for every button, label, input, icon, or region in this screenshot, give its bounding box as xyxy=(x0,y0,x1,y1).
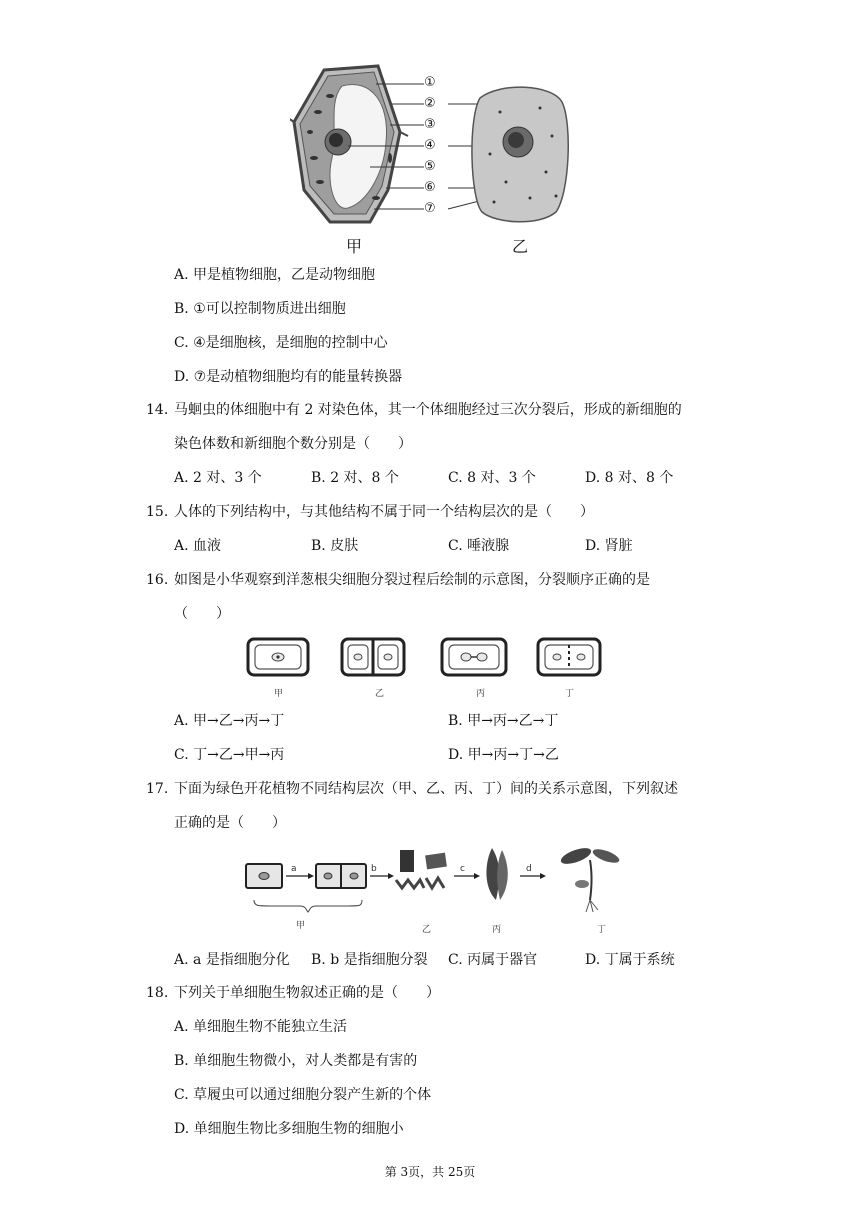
label-2: ② xyxy=(424,96,436,111)
q15-option-a: A. 血液 xyxy=(174,538,222,554)
label-6: ⑥ xyxy=(424,180,436,195)
cell-bing-drawing xyxy=(442,639,506,675)
q16-option-c: C. 丁→乙→甲→丙 xyxy=(174,747,285,763)
plant-cell-drawing xyxy=(290,66,408,222)
q17-arrow-label-b: b xyxy=(371,864,377,874)
q17-option-c: C. 丙属于器官 xyxy=(448,952,538,968)
q17-number: 17. xyxy=(146,781,169,797)
q16-stem-line2: （ ） xyxy=(174,606,230,622)
plant-structure-levels-figure xyxy=(240,842,630,918)
q17-arrow-label-a: a xyxy=(291,864,297,874)
q14-option-d: D. 8 对、8 个 xyxy=(585,470,674,486)
q16-option-d: D. 甲→丙→丁→乙 xyxy=(448,747,559,763)
q17-option-b: B. b 是指细胞分裂 xyxy=(311,952,428,968)
q17-stem-line1: 下面为绿色开花植物不同结构层次（甲、乙、丙、丁）间的关系示意图，下列叙述 xyxy=(174,781,678,797)
q17-option-a: A. a 是指细胞分化 xyxy=(174,952,290,968)
q16-fig-label-yi: 乙 xyxy=(375,689,385,699)
q14-stem-line2: 染色体数和新细胞个数分别是（ ） xyxy=(174,436,412,452)
q13-option-a: A. 甲是植物细胞，乙是动物细胞 xyxy=(174,267,376,283)
q18-stem: 下列关于单细胞生物叙述正确的是（ ） xyxy=(174,985,440,1001)
cell-jia-drawing xyxy=(248,639,308,675)
caption-jia: 甲 xyxy=(346,237,363,256)
q16-fig-label-bing: 丙 xyxy=(476,689,486,699)
label-5: ⑤ xyxy=(424,159,436,174)
q17-arrow-label-c: c xyxy=(460,864,465,874)
q17-fig-label-ding: 丁 xyxy=(597,925,607,935)
cell-yi-drawing xyxy=(342,639,404,675)
label-7: ⑦ xyxy=(424,201,436,216)
q13-option-c: C. ④是细胞核，是细胞的控制中心 xyxy=(174,335,388,351)
cell-ding-drawing xyxy=(538,639,600,675)
q13-option-d: D. ⑦是动植物细胞均有的能量转换器 xyxy=(174,369,403,385)
q18-option-d: D. 单细胞生物比多细胞生物的细胞小 xyxy=(174,1121,404,1137)
q14-option-a: A. 2 对、3 个 xyxy=(174,470,262,486)
q16-fig-label-ding: 丁 xyxy=(565,689,575,699)
onion-root-cell-division-figure xyxy=(244,636,614,682)
q16-option-b: B. 甲→丙→乙→丁 xyxy=(448,713,559,729)
q16-fig-label-jia: 甲 xyxy=(274,689,284,699)
q18-option-a: A. 单细胞生物不能独立生活 xyxy=(174,1019,348,1035)
two-cells-drawing xyxy=(316,864,366,888)
q18-option-b: B. 单细胞生物微小，对人类都是有害的 xyxy=(174,1053,418,1069)
q18-option-c: C. 草履虫可以通过细胞分裂产生新的个体 xyxy=(174,1087,432,1103)
q16-number: 16. xyxy=(146,572,169,588)
q17-option-d: D. 丁属于系统 xyxy=(585,952,675,968)
q13-option-b: B. ①可以控制物质进出细胞 xyxy=(174,301,346,317)
q15-option-d: D. 肾脏 xyxy=(585,538,633,554)
q18-number: 18. xyxy=(146,985,169,1001)
q17-fig-label-yi: 乙 xyxy=(422,925,432,935)
label-1: ① xyxy=(424,75,436,90)
q17-fig-label-jia: 甲 xyxy=(296,921,306,931)
q15-option-b: B. 皮肤 xyxy=(311,538,359,554)
q14-option-b: B. 2 对、8 个 xyxy=(311,470,399,486)
tissues-drawing xyxy=(396,850,447,888)
single-cell-drawing xyxy=(246,864,282,888)
q17-stem-line2: 正确的是（ ） xyxy=(174,815,286,831)
q14-stem-line1: 马蛔虫的体细胞中有 2 对染色体，其一个体细胞经过三次分裂后，形成的新细胞的 xyxy=(174,402,682,418)
pea-pod-drawing xyxy=(486,848,507,900)
animal-cell-drawing xyxy=(472,87,568,222)
label-3: ③ xyxy=(424,117,436,132)
q14-option-c: C. 8 对、3 个 xyxy=(448,470,536,486)
label-4: ④ xyxy=(424,138,436,153)
caption-yi: 乙 xyxy=(512,237,529,256)
q15-option-c: C. 唾液腺 xyxy=(448,538,510,554)
q16-option-a: A. 甲→乙→丙→丁 xyxy=(174,713,285,729)
q15-stem: 人体的下列结构中，与其他结构不属于同一个结构层次的是（ ） xyxy=(174,504,594,520)
q17-fig-label-bing: 丙 xyxy=(492,925,502,935)
q16-stem-line1: 如图是小华观察到洋葱根尖细胞分裂过程后绘制的示意图，分裂顺序正确的是 xyxy=(174,572,650,588)
page-footer: 第 3页，共 25页 xyxy=(384,1165,476,1179)
seedling-drawing xyxy=(559,845,621,912)
q14-number: 14. xyxy=(146,402,169,418)
q15-number: 15. xyxy=(146,504,169,520)
q17-arrow-label-d: d xyxy=(526,864,532,874)
